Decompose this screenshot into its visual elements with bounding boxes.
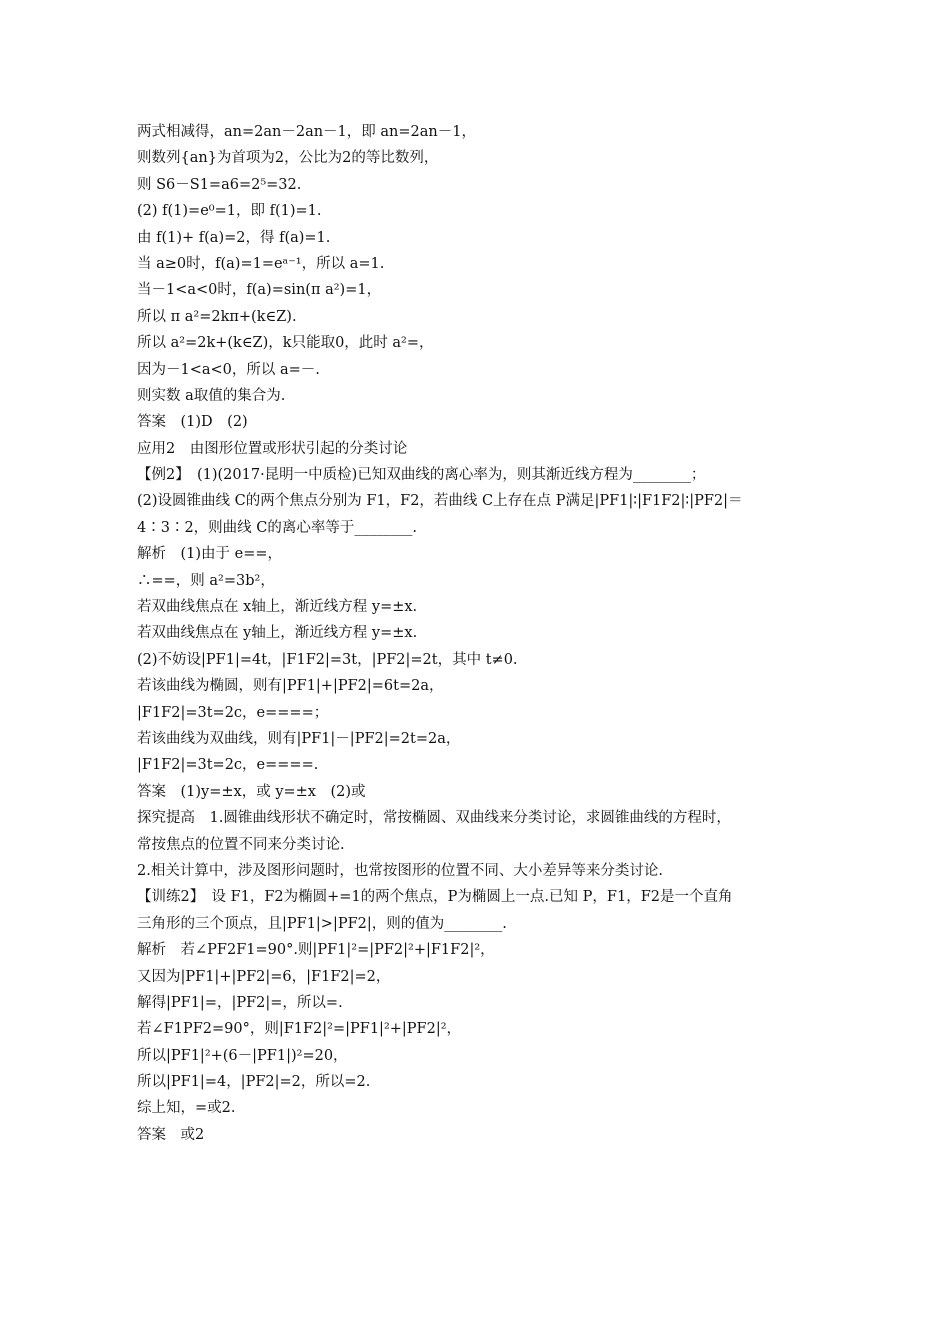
answer-line: 答案 (1)y=±x，或 y=±x (2)或 bbox=[137, 783, 366, 800]
text-line: (2)不妨设|PF1|=4t，|F1F2|=3t，|PF2|=2t，其中 t≠0. bbox=[137, 651, 518, 668]
text-line: 若双曲线焦点在 y轴上，渐近线方程 y=±x. bbox=[137, 625, 418, 642]
text-line: 又因为|PF1|+|PF2|=6，|F1F2|=2， bbox=[137, 968, 391, 985]
text-line: 当 a≥0时，f(a)=1=eᵃ⁻¹，所以 a=1. bbox=[137, 255, 385, 272]
text-line: 两式相减得，an=2an－2an－1，即 an=2an－1， bbox=[137, 124, 476, 140]
text-line: ∴==，则 a²=3b²， bbox=[137, 572, 275, 589]
text-line: 三角形的三个顶点，且|PF1|>|PF2|，则的值为________. bbox=[137, 915, 507, 932]
document-page bbox=[137, 119, 817, 1148]
text-line: 当－1<a<0时，f(a)=sin(π a²)=1， bbox=[137, 282, 382, 299]
text-line: 所以|PF1|²+(6－|PF1|)²=20， bbox=[137, 1047, 348, 1064]
answer-line: 答案 或2 bbox=[137, 1126, 205, 1143]
training-line: 【训练2】 设 F1，F2为椭圆+=1的两个焦点，P为椭圆上一点.已知 P，F1，F2是一个直角 bbox=[137, 889, 733, 906]
text-line: 解析 若∠PF2F1=90°.则|PF1|²=|PF2|²+|F1F2|²， bbox=[137, 942, 495, 959]
text-line: 若双曲线焦点在 x轴上，渐近线方程 y=±x. bbox=[137, 599, 418, 616]
text-line: 常按焦点的位置不同来分类讨论. bbox=[137, 836, 345, 853]
text-line: |F1F2|=3t=2c，e====. bbox=[137, 757, 319, 774]
text-line: 所以|PF1|=4，|PF2|=2，所以=2. bbox=[137, 1074, 371, 1091]
text-line: 若∠F1PF2=90°，则|F1F2|²=|PF1|²+|PF2|²， bbox=[137, 1021, 462, 1038]
text-line: 则 S6－S1=a6=2⁵=32. bbox=[137, 176, 302, 193]
text-line: |F1F2|=3t=2c，e====； bbox=[137, 704, 329, 721]
text-line: 则数列{an}为首项为2，公比为2的等比数列， bbox=[137, 150, 439, 167]
text-line: 综上知，=或2. bbox=[137, 1100, 236, 1117]
text-line: 2.相关计算中，涉及图形问题时，也常按图形的位置不同、大小差异等来分类讨论. bbox=[137, 862, 663, 879]
text-line: 解析 (1)由于 e==， bbox=[137, 546, 283, 563]
text-line: 若该曲线为椭圆，则有|PF1|+|PF2|=6t=2a， bbox=[137, 678, 444, 695]
answer-line: 答案 (1)D (2) bbox=[137, 414, 248, 431]
text-line: 由 f(1)+ f(a)=2，得 f(a)=1. bbox=[137, 229, 331, 246]
text-line: (2)设圆锥曲线 C的两个焦点分别为 F1，F2，若曲线 C上存在点 P满足|PF1|∶|F1F2|∶|PF2|＝ bbox=[137, 493, 743, 510]
text-line: 所以 a²=2k+(k∈Z)，k只能取0，此时 a²=， bbox=[137, 335, 434, 352]
text-line: 若该曲线为双曲线，则有|PF1|－|PF2|=2t=2a， bbox=[137, 730, 461, 747]
text-line: 4∶3∶2，则曲线 C的离心率等于________. bbox=[137, 519, 417, 536]
text-line: 解得|PF1|=，|PF2|=，所以=. bbox=[137, 994, 343, 1011]
section-heading: 应用2 由图形位置或形状引起的分类讨论 bbox=[137, 440, 408, 457]
text-line: 探究提高 1.圆锥曲线形状不确定时，常按椭圆、双曲线来分类讨论，求圆锥曲线的方程时， bbox=[137, 810, 731, 827]
example-line: 【例2】 (1)(2017·昆明一中质检)已知双曲线的离心率为，则其渐近线方程为________； bbox=[137, 467, 706, 484]
text-line: 所以 π a²=2kπ+(k∈Z). bbox=[137, 308, 297, 325]
text-line: 则实数 a取值的集合为. bbox=[137, 387, 286, 404]
text-line: 因为－1<a<0，所以 a=－. bbox=[137, 361, 320, 378]
text-line: (2) f(1)=e⁰=1，即 f(1)=1. bbox=[137, 203, 322, 220]
